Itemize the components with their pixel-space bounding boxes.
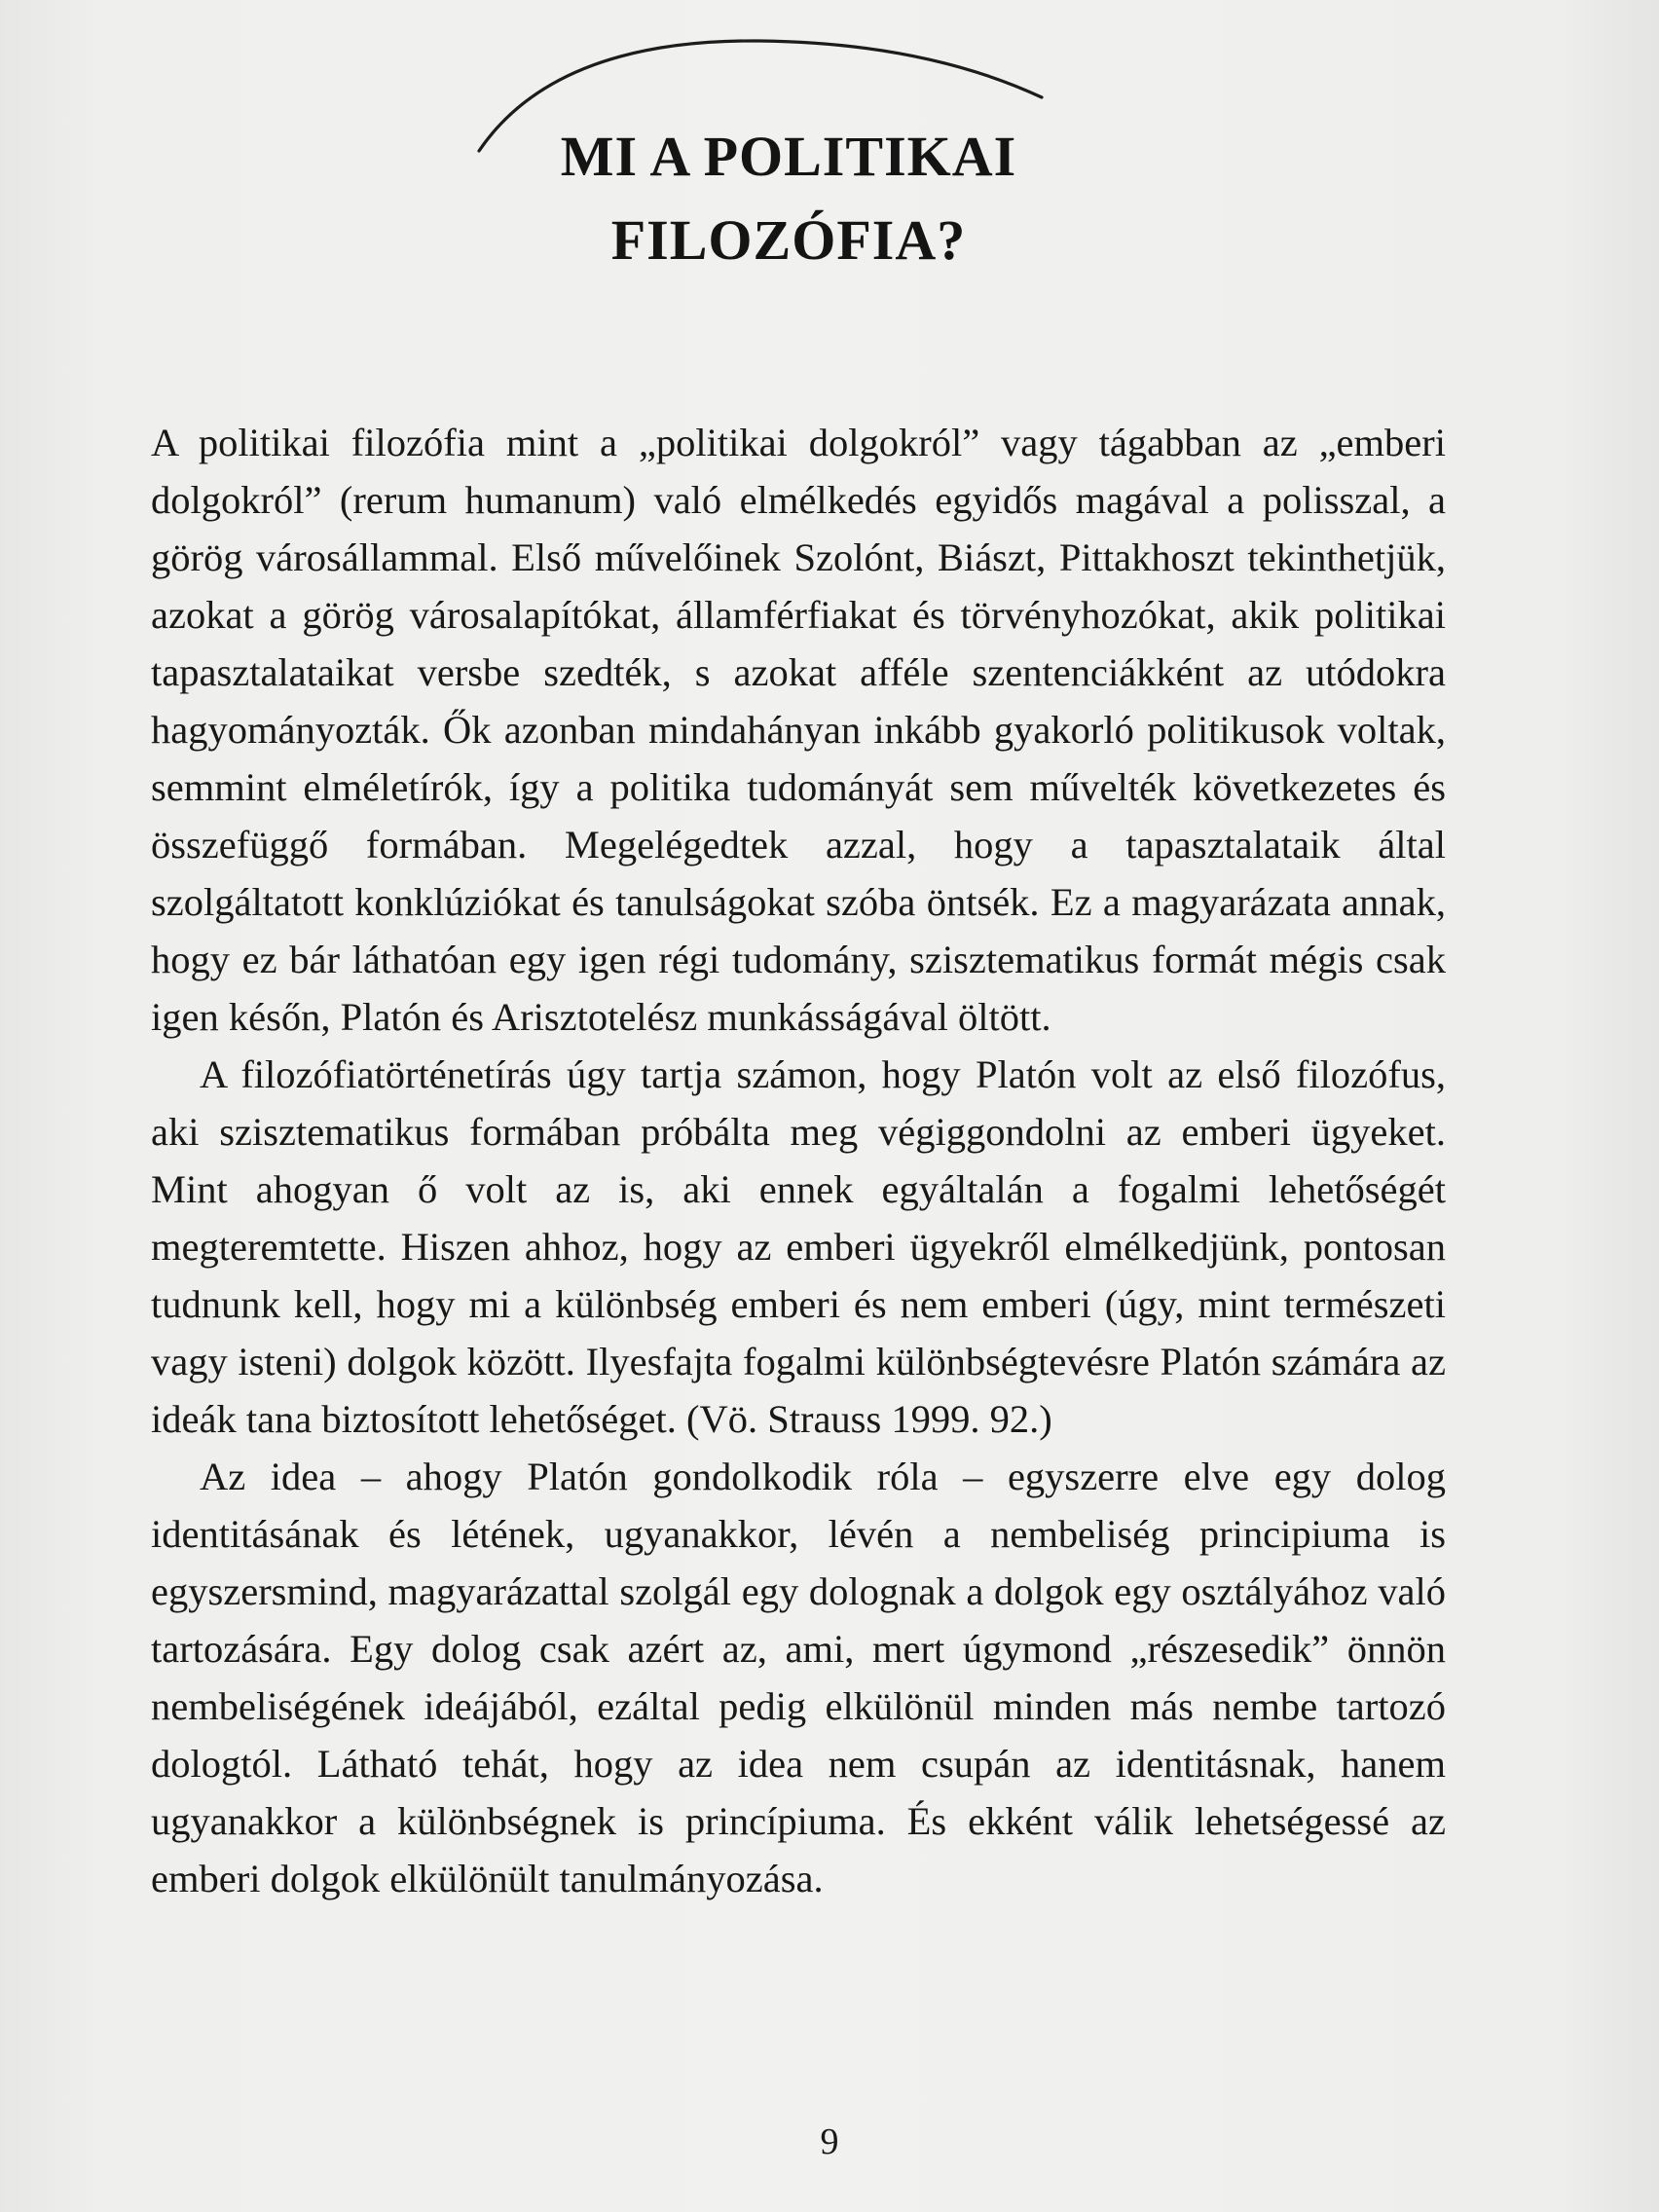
page-number: 9 [820, 2121, 839, 2162]
chapter-title-line-1: MI A POLITIKAI [560, 125, 1017, 188]
paragraph-3: Az idea – ahogy Platón gondolkodik róla – egyszerre elve egy dolog identitásának és létének, ugyanakkor, lévén a nembeliség principiuma is egyszersmind, magyarázattal szolgál egy dolognak a dolgok egy osztályához való tartozására. Egy dolog csak azért az, ami, mert úgymond „részesedik” önnön nembeliségének ideájából, ezáltal pedig elkülönül minden más nembe tartozó dologtól. Látható tehát, hogy az idea nem csupán az identitásnak, hanem ugyanakkor a különbségnek is princípiuma. És ekként válik lehetségessé az emberi dolgok elkülönült tanulmányozása. [151, 1455, 1446, 1900]
paragraph-1: A politikai filozófia mint a „politikai dolgokról” vagy tágabban az „emberi dolgokról” (rerum humanum) való elmélkedés egyidős magával a polisszal, a görög városállammal. Első művelőinek Szolónt, Biászt, Pittakhoszt tekinthetjük, azokat a görög városalapítókat, államférfiakat és törvényhozókat, akik politikai tapasztalataikat versbe szedték, s azokat afféle szentenciákként az utódokra hagyományozták. Ők azonban mindahányan inkább gyakorló politikusok voltak, semmint elméletírók, így a politika tudományát sem művelték következetes és összefüggő formában. Megelégedtek azzal, hogy a tapasztalataik által szolgáltatott konklúziókat és tanulságokat szóba öntsék. Ez a magyarázata annak, hogy ez bár láthatóan egy igen régi tudomány, szisztematikus formát mégis csak igen későn, Platón és Arisztotelész munkásságával öltött. [151, 421, 1446, 1039]
chapter-title-line-2: FILOZÓFIA? [610, 208, 967, 272]
paragraph-2: A filozófiatörténetírás úgy tartja számon, hogy Platón volt az első filozófus, aki szisztematikus formában próbálta meg végiggondolni az emberi ügyeket. Mint ahogyan ő volt az is, aki ennek egyáltalán a fogalmi lehetőségét megteremtette. Hiszen ahhoz, hogy az emberi ügyekről elmélkedjünk, pontosan tudnunk kell, hogy mi a különbség emberi és nem emberi (úgy, mint természeti vagy isteni) dolgok között. Ilyesfajta fogalmi különbségtevésre Platón számára az ideák tana biztosított lehetőséget. (Vö. Strauss 1999. 92.) [151, 1052, 1446, 1441]
body-text [151, 414, 1446, 1907]
chapter-title [526, 115, 1051, 282]
